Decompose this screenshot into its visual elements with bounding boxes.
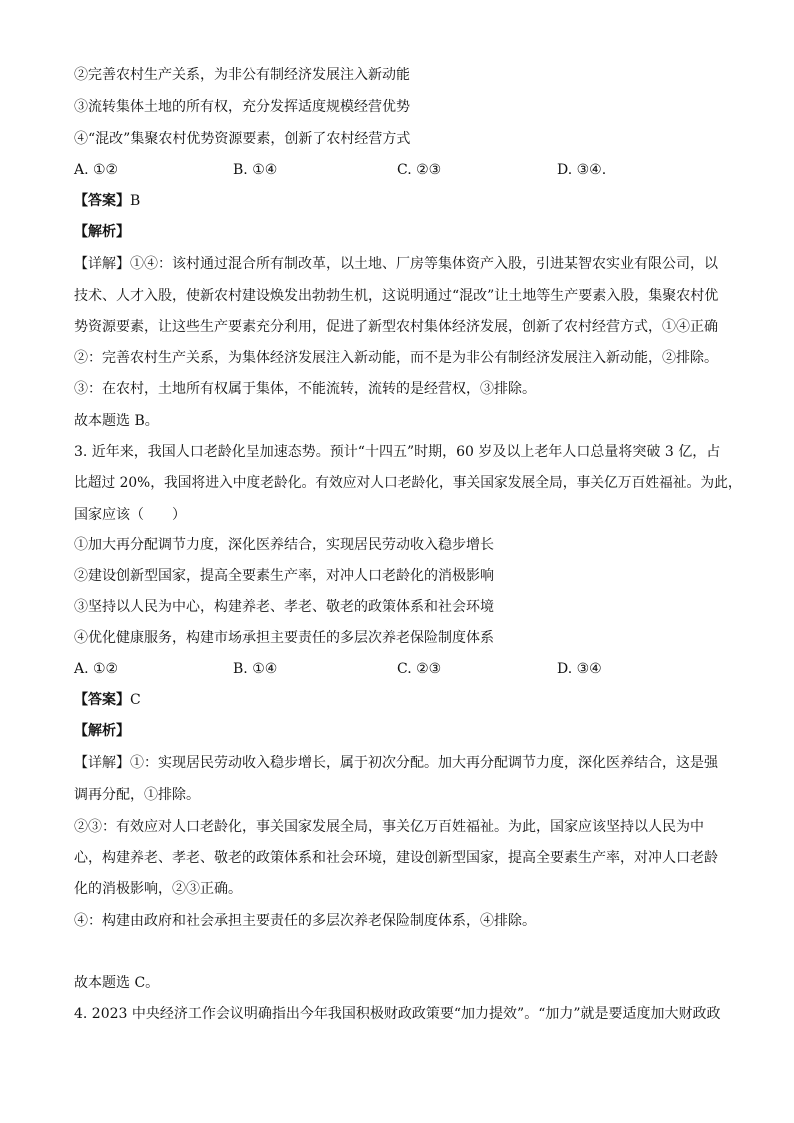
q3-choice-d: D. ③④ bbox=[557, 661, 602, 677]
q3-option-1: ①加大再分配调节力度，深化医养结合，实现居民劳动收入稳步增长 bbox=[74, 537, 494, 553]
q3-stem-line-1: 3. 近年来，我国人口老龄化呈加速态势。预计“十四五”时期，60 岁及以上老年人口总量将突破 3 亿，占 bbox=[74, 444, 721, 460]
answer-value: B bbox=[130, 193, 141, 209]
q3-choice-c: C. ②③ bbox=[397, 661, 442, 677]
q2-choice-c: C. ②③ bbox=[397, 162, 442, 178]
q3-answer bbox=[74, 690, 141, 710]
answer-value: C bbox=[130, 692, 141, 708]
q2-choice-a: A. ①② bbox=[74, 162, 119, 178]
q2-detail-line-2: 技术、人才入股，使新农村建设焕发出勃勃生机，这说明通过“混改”让土地等生产要素入股，集聚农村优 bbox=[74, 288, 719, 304]
q3-detail-line-3: ②③：有效应对人口老龄化，事关国家发展全局，事关亿万百姓福祉。为此，国家应该坚持以人民为中 bbox=[74, 819, 704, 835]
q3-stem-line-2: 比超过 20%，我国将进入中度老龄化。有效应对人口老龄化，事关国家发展全局，事关亿万百姓福祉。为此， bbox=[74, 475, 742, 491]
q2-detail-line-4: ②：完善农村生产关系，为集体经济发展注入新动能，而不是为非公有制经济发展注入新动能，②排除。 bbox=[74, 350, 718, 366]
q3-choice-a: A. ①② bbox=[74, 661, 119, 677]
q3-detail-line-2: 调再分配，①排除。 bbox=[74, 787, 200, 803]
q3-stem-line-3: 国家应该（ ） bbox=[74, 507, 186, 523]
q3-choice-b: B. ①④ bbox=[233, 661, 278, 677]
q3-analysis-label: 【解析】 bbox=[74, 723, 130, 739]
q2-detail-line-5: ③：在农村，土地所有权属于集体，不能流转，流转的是经营权，③排除。 bbox=[74, 381, 536, 397]
q2-detail-line-1: 【详解】①④：该村通过混合所有制改革，以土地、厂房等集体资产入股，引进某智农实业有限公司，以 bbox=[74, 256, 718, 272]
answer-label: 【答案】 bbox=[74, 193, 130, 209]
q3-option-2: ②建设创新型国家，提高全要素生产率，对冲人口老龄化的消极影响 bbox=[74, 568, 494, 584]
q2-detail-line-3: 势资源要素，让这些生产要素充分利用，促进了新型农村集体经济发展，创新了农村经营方式，①④正确 bbox=[74, 319, 718, 335]
q2-choice-d: D. ③④. bbox=[557, 162, 607, 178]
q2-conclusion: 故本题选 B。 bbox=[74, 413, 159, 429]
q3-option-4: ④优化健康服务，构建市场承担主要责任的多层次养老保险制度体系 bbox=[74, 630, 494, 646]
q2-option-2: ②完善农村生产关系，为非公有制经济发展注入新动能 bbox=[74, 67, 410, 83]
q2-choice-b: B. ①④ bbox=[233, 162, 278, 178]
q3-detail-line-6: ④：构建由政府和社会承担主要责任的多层次养老保险制度体系，④排除。 bbox=[74, 913, 536, 929]
q3-detail-line-5: 化的消极影响，②③正确。 bbox=[74, 881, 242, 897]
q3-option-3: ③坚持以人民为中心，构建养老、孝老、敬老的政策体系和社会环境 bbox=[74, 599, 494, 615]
q2-option-4: ④“混改”集聚农村优势资源要素，创新了农村经营方式 bbox=[74, 131, 411, 147]
q3-detail-line-4: 心，构建养老、孝老、敬老的政策体系和社会环境，建设创新型国家，提高全要素生产率，对冲人口老龄 bbox=[74, 850, 718, 866]
q2-analysis-label: 【解析】 bbox=[74, 224, 130, 240]
q4-stem-line-1: 4. 2023 中央经济工作会议明确指出今年我国积极财政政策要“加力提效”。“加力”就是要适度加大财政政 bbox=[74, 1006, 721, 1022]
q2-option-3: ③流转集体土地的所有权，充分发挥适度规模经营优势 bbox=[74, 99, 410, 115]
q2-answer bbox=[74, 191, 140, 211]
answer-label: 【答案】 bbox=[74, 692, 130, 708]
q3-detail-line-1: 【详解】①：实现居民劳动收入稳步增长，属于初次分配。加大再分配调节力度，深化医养结合，这是强 bbox=[74, 755, 718, 771]
q3-conclusion: 故本题选 C。 bbox=[74, 975, 160, 991]
